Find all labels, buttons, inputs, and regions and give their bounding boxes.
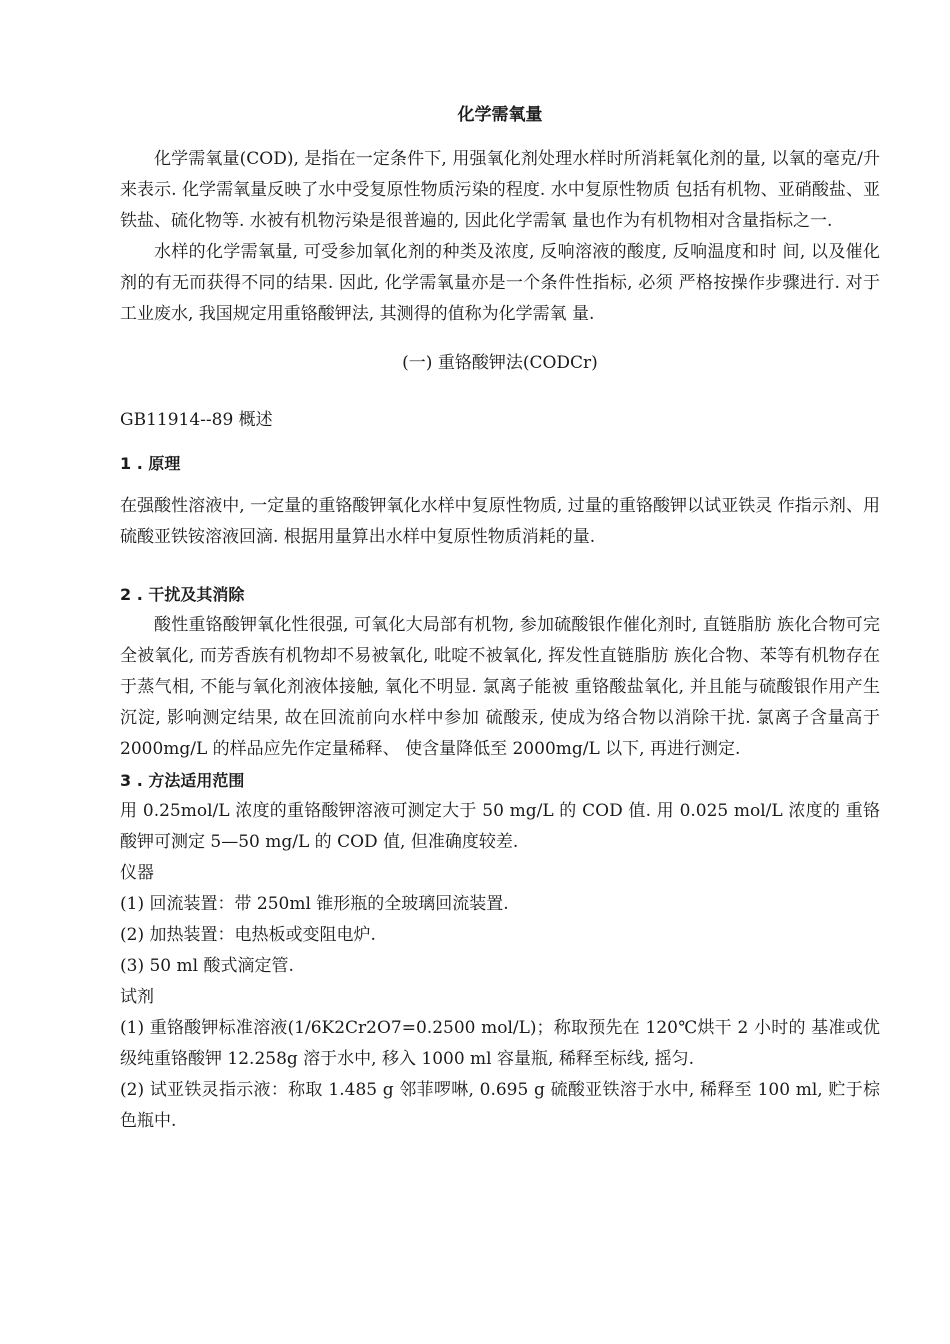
instrument-item-3: (3) 50 ml 酸式滴定管. [120, 956, 294, 976]
document-title: 化学需氧量 [457, 105, 543, 125]
instruments-label: 仪器 [120, 863, 154, 883]
section-1-heading: 1 . 原理 [120, 454, 181, 473]
intro-paragraph-1: 化学需氧量(COD), 是指在一定条件下, 用强氧化剂处理水样时所消耗氧化剂的量, 以氧的毫克/升来表示. 化学需氧量反映了水中受复原性物质污染的程度. 水中复原性物质 包括有机物、亚硝酸盐、亚铁盐、硫化物等. 水被有机物污染是很普遍的, 因此化学需氧 量也作为有机物相对含量指标之一. [120, 149, 880, 231]
instrument-item-2: (2) 加热装置：电热板或变阻电炉. [120, 925, 376, 945]
intro-paragraph-2: 水样的化学需氧量, 可受参加氧化剂的种类及浓度, 反响溶液的酸度, 反响温度和时 间, 以及催化剂的有无而获得不同的结果. 因此, 化学需氧量亦是一个条件性指标, 必须 严格按操作步骤进行. 对于工业废水, 我国规定用重铬酸钾法, 其测得的值称为化学需氧 量. [120, 242, 880, 324]
reagents-label: 试剂 [120, 987, 154, 1007]
section-3-heading: 3 . 方法适用范围 [120, 771, 245, 790]
standard-line: GB11914--89 概述 [120, 410, 273, 430]
section-2-heading: 2 . 干扰及其消除 [120, 585, 245, 604]
method-title: (一) 重铬酸钾法(CODCr) [402, 353, 598, 373]
instrument-item-1: (1) 回流装置：带 250ml 锥形瓶的全玻璃回流装置. [120, 894, 509, 914]
section-2-text: 酸性重铬酸钾氧化性很强, 可氧化大局部有机物, 参加硫酸银作催化剂时, 直链脂肪 族化合物可完全被氧化, 而芳香族有机物却不易被氧化, 吡啶不被氧化, 挥发性直链脂肪 族化合物、苯等有机物存在于蒸气相, 不能与氧化剂液体接触, 氧化不明显. 氯离子能被 重铬酸盐氧化, 并且能与硫酸银作用产生沉淀, 影响测定结果, 故在回流前向水样中参加 硫酸汞, 使成为络合物以消除干扰. 氯离子含量高于 2000mg/L 的样品应先作定量稀释、 使含量降低至 2000mg/L 以下, 再进行测定. [120, 615, 880, 759]
reagent-item-1: (1) 重铬酸钾标准溶液(1/6K2Cr2O7=0.2500 mol/L)；称取预先在 120℃烘干 2 小时的 基准或优级纯重铬酸钾 12.258g 溶于水中, 移入 1000 ml 容量瓶, 稀释至标线, 摇匀. [120, 1018, 880, 1069]
reagent-item-2: (2) 试亚铁灵指示液：称取 1.485 g 邻菲啰啉, 0.695 g 硫酸亚铁溶于水中, 稀释至 100 ml, 贮于棕色瓶中. [120, 1080, 880, 1131]
document-body [120, 98, 880, 1137]
section-3-text: 用 0.25mol/L 浓度的重铬酸钾溶液可测定大于 50 mg/L 的 COD 值. 用 0.025 mol/L 浓度的 重铬酸钾可测定 5—50 mg/L 的 COD 值, 但准确度较差. [120, 801, 880, 852]
section-1-text: 在强酸性溶液中, 一定量的重铬酸钾氧化水样中复原性物质, 过量的重铬酸钾以试亚铁灵 作指示剂、用硫酸亚铁铵溶液回滴. 根据用量算出水样中复原性物质消耗的量. [120, 496, 880, 547]
